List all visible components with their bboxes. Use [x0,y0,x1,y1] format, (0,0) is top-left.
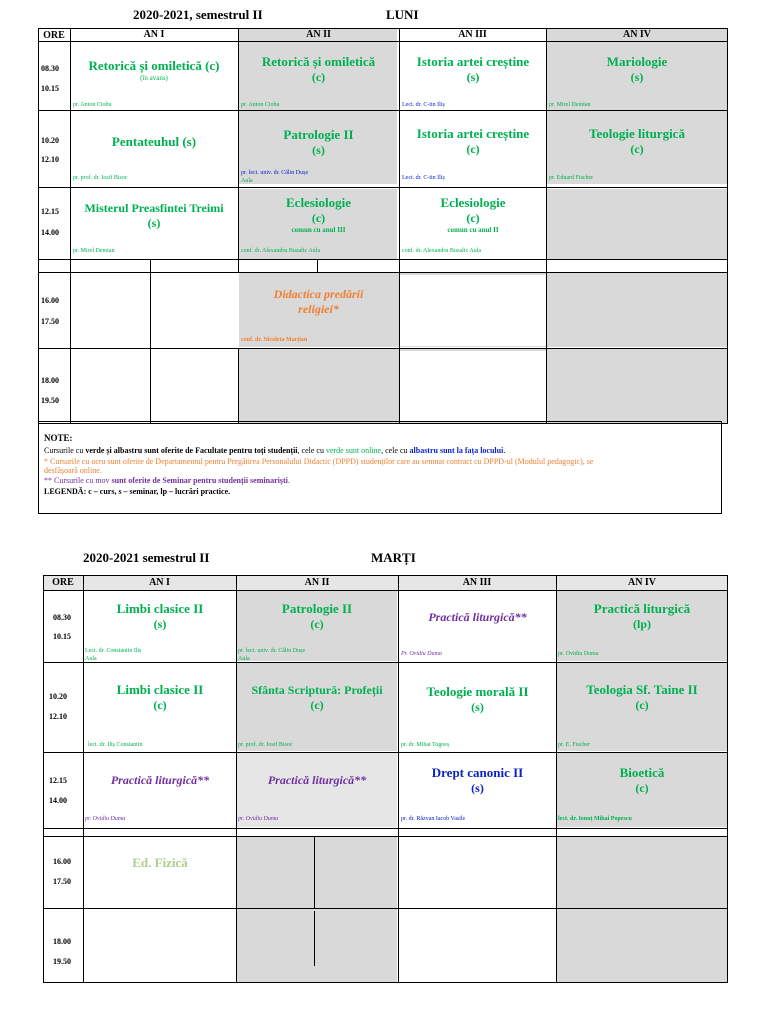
course-cell [401,54,545,85]
course-type: (c) [630,142,644,156]
teacher-name: pr. Anton Ciobu [73,102,112,108]
time-end: 12.10 [49,712,67,721]
teacher-name: pr. Ovidiu Duma [558,651,599,657]
teacher-name: pr. Anton Ciobu [241,102,280,108]
course-title: Eclesiologie [440,195,506,210]
teacher-name: conf. dr. Alexandru Buzalic Aula [402,248,481,254]
course-title: Istoria artei creștine [416,126,530,141]
header-year-2: AN II [306,29,331,40]
time-start: 10.20 [41,136,59,145]
course-title: Practică liturgică** [428,610,527,624]
notes-line: ** Cursurile cu mov sunt oferite de Seminar pentru studenții seminariști. [44,476,290,485]
course-cell [238,773,396,788]
header-year-1: AN I [143,29,165,40]
header-year-4: AN IV [622,29,652,40]
course-cell [558,765,726,796]
course-type: (lp) [633,617,651,631]
notes-line: Cursurile cu verde și albastru sunt oferite de Facultate pentru toți studenții, cele cu verde sunt online, cele cu albastru sunt la fața locului. [44,446,506,455]
course-cell [72,134,236,150]
time-start: 16.00 [53,857,71,866]
time-start: 08.30 [41,64,59,73]
course-type: (s) [153,617,167,631]
course-title: Mariologie [606,54,668,69]
course-cell [401,126,545,157]
header-year-1: AN I [149,577,170,588]
day-title: LUNI [386,7,419,22]
header-year-3: AN III [462,577,492,588]
course-title: Limbi clasice II [116,682,204,697]
semester-title: 2020-2021 semestrul II [83,550,210,565]
course-cell [401,195,545,235]
course-title: Practică liturgică [593,601,691,616]
time-end: 17.50 [53,877,71,886]
course-title: Ed. Fizică [132,855,188,870]
course-title: Teologia Sf. Taine II [586,682,698,697]
course-title: Didactica predării religiei* [273,287,364,316]
teacher-name: pr. lect. univ. dr. Călin Dușe [241,170,309,176]
course-note: comun cu anul III [291,226,346,234]
teacher-name: pr. prof. dr. Iosif Bisoc [73,175,128,181]
course-cell [238,601,396,632]
course-type: (c) [311,211,326,225]
course-title: Retorică și omiletică (c) [88,58,220,73]
time-start: 12.15 [49,776,67,785]
header-hours: ORE [52,577,74,588]
course-title: Practică liturgică** [110,773,210,787]
course-cell [72,58,236,83]
course-title: Teologie morală II [426,684,529,699]
room-label: Aula [238,656,250,662]
teacher-name: Pr. Ovidiu Duma [401,651,442,657]
course-cell [238,683,396,713]
course-cell [72,201,236,231]
time-start: 08.30 [53,613,71,622]
course-type: (c) [635,781,649,795]
notes-box [38,421,722,514]
course-cell [240,195,397,235]
notes-line: desfășoară online. [44,466,102,475]
course-cell [400,610,555,625]
notes-line: * Cursurile cu ocru sunt oferite de Departamentul pentru Pregătirea Personalului Didactic (DPPD) studenților care au semnat contract cu DPPD-ul (Modulul pedagogic), se [44,457,594,466]
teacher-name: pr. Mirel Demian [549,102,591,108]
teacher-name: pr. Ovidiu Duma [238,816,279,822]
time-end: 10.15 [53,632,71,641]
course-type: (s) [466,70,480,84]
teacher-name: pr. E. Fischer [558,742,590,748]
course-cell [240,127,397,158]
room-label: Aula [85,656,97,662]
teacher-name: pr. dr. Răzvan Iacob Vasile [401,816,466,822]
time-end: 17.50 [41,317,59,326]
course-title: Eclesiologie [286,195,351,210]
teacher-name: lect. dr. Ionuț Mihai Popescu [558,816,632,822]
course-type: (s) [312,143,325,157]
course-type: (c) [153,698,167,712]
course-cell [558,682,726,713]
teacher-name: Lect. dr. C-tin Iliș [402,102,445,108]
teacher-name: conf. dr. Nicoleta Marțian [241,337,308,343]
course-type: (c) [466,211,480,225]
course-title: Pentateuhul (s) [111,134,197,149]
header-hours: ORE [43,30,65,41]
teacher-name: pr. Eduard Fischer [549,175,594,181]
course-title: Patrologie II [283,127,354,142]
teacher-name: lect. dr. Iliș Constantin [88,742,143,748]
time-start: 10.20 [49,692,67,701]
course-title: Istoria artei creștine [416,54,530,69]
course-title: Teologie liturgică [589,126,685,141]
time-end: 19.50 [53,957,71,966]
header-year-3: AN III [458,29,487,40]
course-type: (c) [310,698,324,712]
teacher-name: pr. Mirel Demian [73,248,115,254]
course-type: (c) [311,70,326,84]
header-year-2: AN II [304,577,330,588]
header-year-4: AN IV [627,577,657,588]
course-cell [85,682,235,713]
teacher-name: pr. lect. univ. dr. Călin Dușe [238,648,306,654]
teacher-name: pr. Ovidiu Duma [85,816,126,822]
course-title: Bioetică [619,765,665,780]
time-end: 14.00 [41,228,59,237]
course-cell [548,54,726,85]
course-title: Patrologie II [281,601,353,616]
course-title: Sfânta Scriptură: Profeții [251,683,383,697]
course-cell [240,54,397,85]
course-title: Misterul Preasfintei Treimi [84,201,224,215]
course-cell [85,855,235,871]
course-type: (s) [471,700,484,714]
room-label: Aula [241,178,253,184]
course-title: Retorică și omiletică [261,54,376,69]
course-type: (s) [630,70,644,84]
course-cell [558,601,726,632]
teacher-name: Lect. dr. C-tin Iliș [402,175,445,181]
time-end: 12.10 [41,155,59,164]
day-title: MARȚI [371,550,416,565]
course-title: Limbi clasice II [116,601,204,616]
time-start: 18.00 [53,937,71,946]
semester-title: 2020-2021, semestrul II [133,7,263,22]
course-type: (s) [471,781,484,795]
course-type: (c) [466,142,480,156]
course-type: (c) [635,698,649,712]
course-title: Drept canonic II [431,765,524,780]
time-end: 14.00 [49,796,67,805]
teacher-name: Lect. dr. Constantin Iliș [85,648,142,654]
course-note: (în avans) [140,74,168,82]
time-end: 10.15 [41,84,59,93]
course-cell [400,765,555,796]
course-cell [400,684,555,715]
time-end: 19.50 [41,396,59,405]
teacher-name: pr. dr. Mihai Togoeș [401,742,450,748]
course-title: Practică liturgică** [267,773,367,787]
teacher-name: pr. prof. dr. Iosif Bisoc [238,742,293,748]
course-type: (c) [310,617,324,631]
teacher-name: conf. dr. Alexandru Buzalic Aula [241,248,320,254]
time-start: 12.15 [41,207,59,216]
legend-line: LEGENDĂ: c – curs, s – seminar, lp – lucrări practice. [44,487,231,496]
course-cell [85,601,235,632]
course-cell [548,126,726,157]
course-cell [85,773,235,788]
course-type: (s) [147,216,161,230]
course-note: comun cu anul II [447,226,499,234]
course-cell [240,287,397,317]
time-start: 16.00 [41,296,59,305]
notes-heading: NOTE: [44,433,73,443]
time-start: 18.00 [41,376,59,385]
